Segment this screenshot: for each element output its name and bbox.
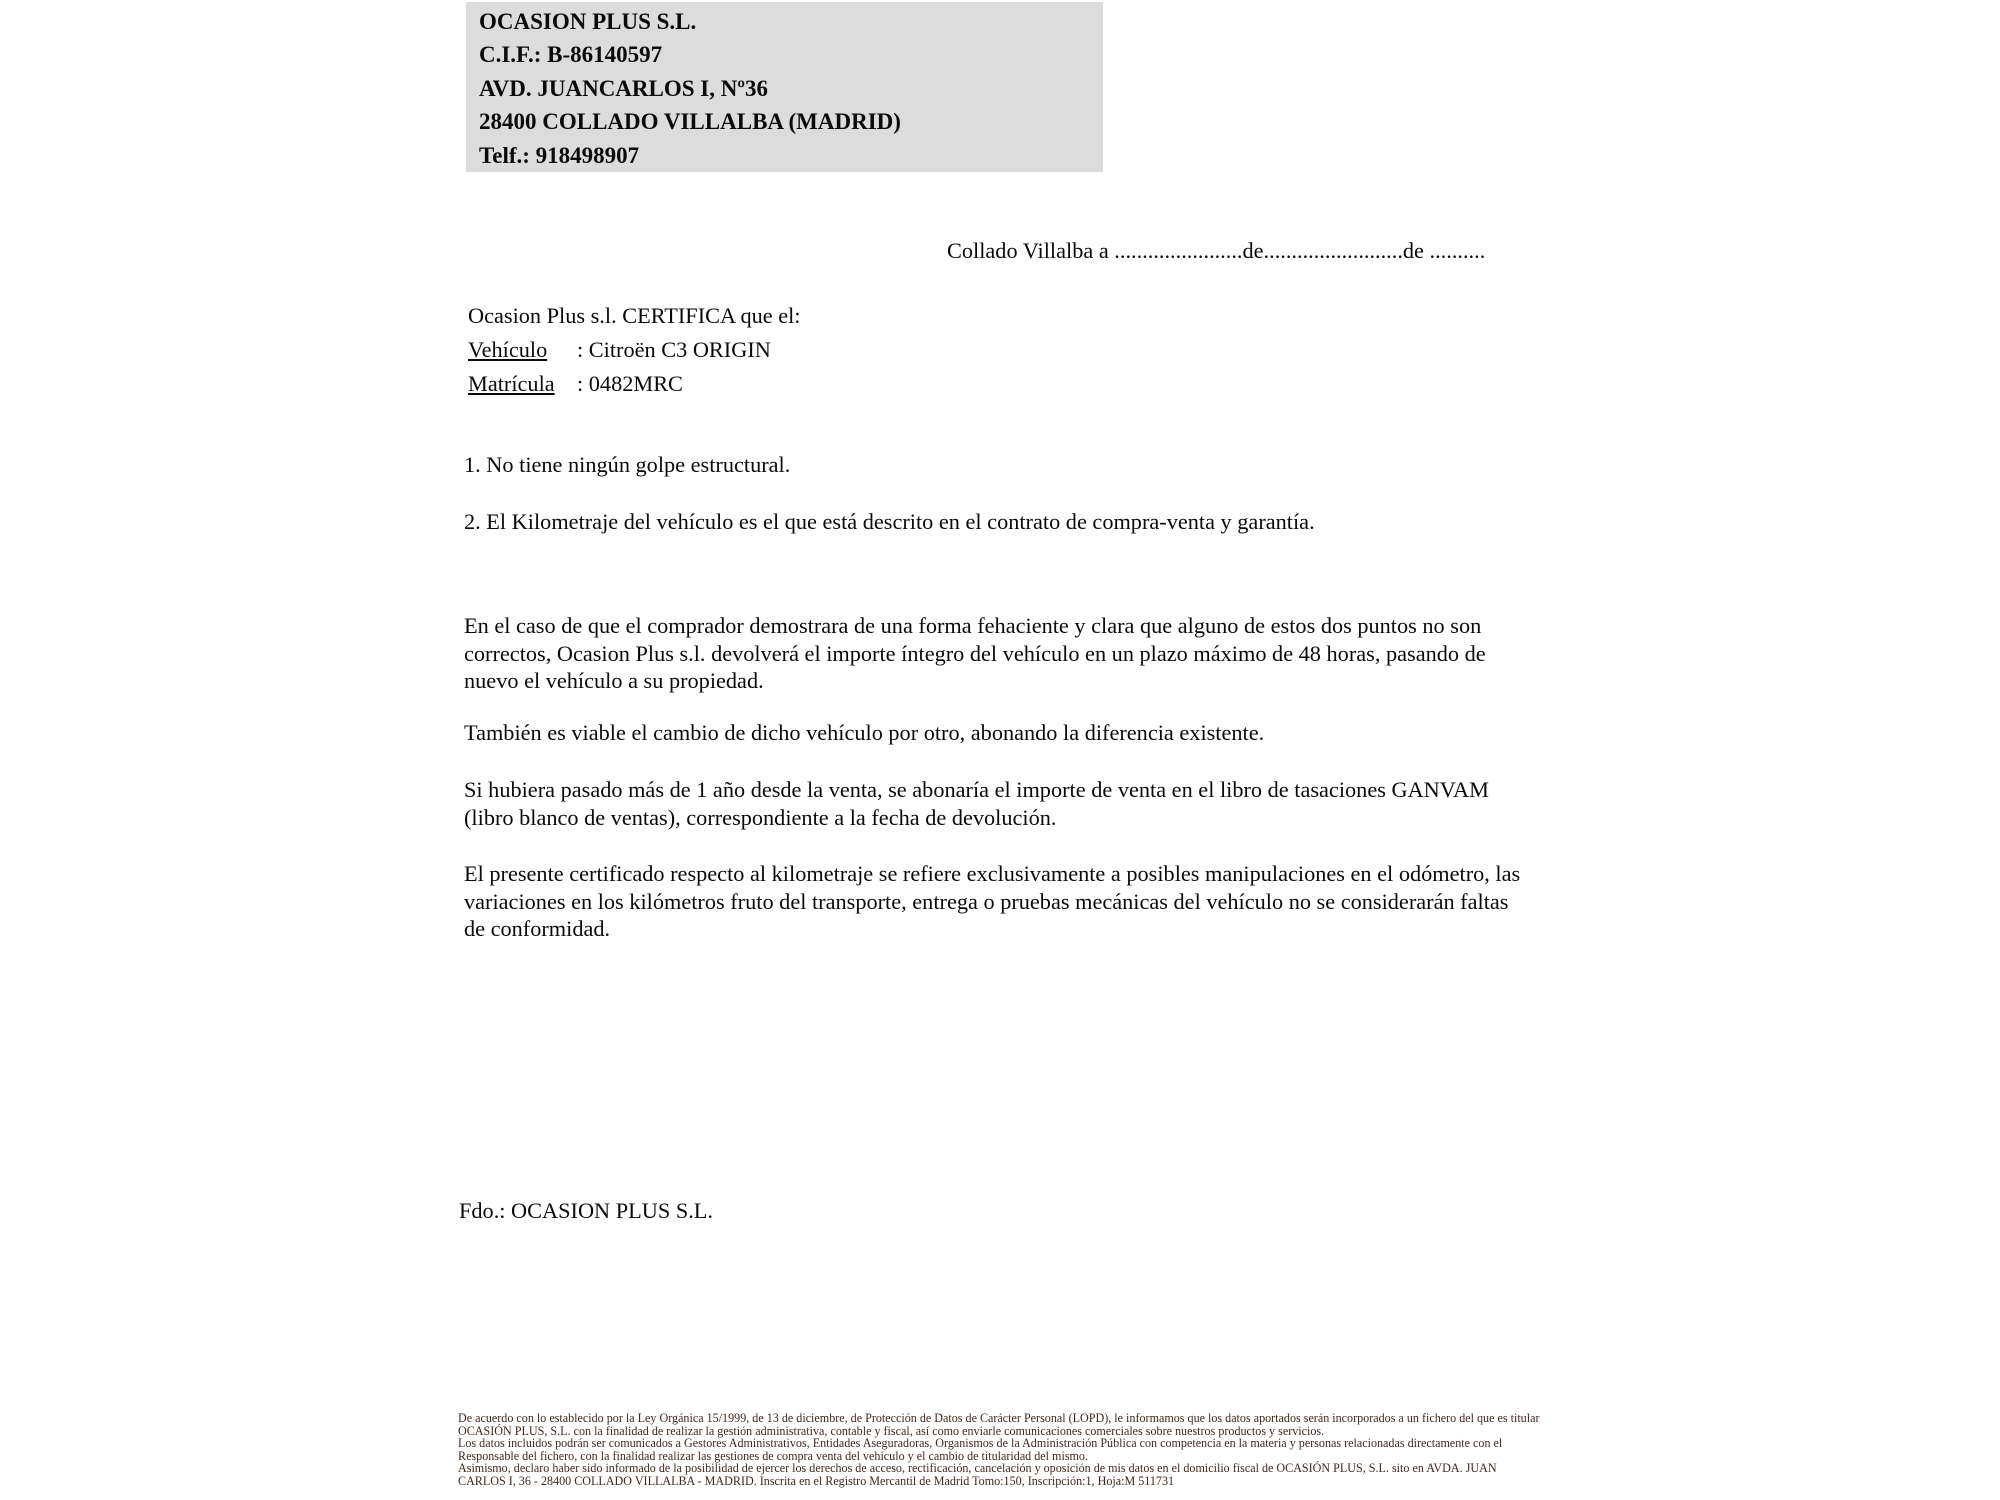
plate-value: : 0482MRC (577, 371, 683, 396)
plate-row (468, 367, 801, 401)
legal-line: Responsable del fichero, con la finalidad realizar las gestiones de compra venta del vehículo y el cambio de titularidad del mismo. (458, 1448, 1089, 1463)
legal-line: OCASIÓN PLUS, S.L. con la finalidad de realizar la gestión administrativa, contable y fiscal, así como enviarle comunicaciones comerciales sobre nuestros productos y servicios. (458, 1423, 1325, 1438)
certification-block (468, 299, 801, 401)
vehicle-row (468, 333, 801, 367)
legal-footer (458, 1412, 1958, 1488)
company-cif: C.I.F.: B-86140597 (479, 42, 663, 68)
legal-line: Los datos incluidos podrán ser comunicados a Gestores Administrativos, Entidades Aseguradoras, Organismos de la Administración Pública con competencia en la materia y personas relacionadas directamente con el (458, 1436, 1503, 1451)
company-phone: Telf.: 918498907 (479, 142, 640, 168)
signature-line: Fdo.: OCASION PLUS S.L. (459, 1198, 713, 1223)
paragraph-odometer-disclaimer: El presente certificado respecto al kilometraje se refiere exclusivamente a posibles manipulaciones en el odómetro, las variaciones en los kilómetros fruto del transporte, entrega o pruebas mecánicas del vehículo no se considerarán faltas de conformidad. (464, 861, 1521, 942)
plate-label: Matrícula (468, 371, 555, 396)
company-address: AVD. JUANCARLOS I, Nº36 (479, 75, 768, 101)
legal-line: CARLOS I, 36 - 28400 COLLADO VILLALBA - MADRID. Inscrita en el Registro Mercantil de Madrid Tomo:150, Inscripción:1, Hoja:M 511731 (458, 1473, 1175, 1488)
certification-intro: Ocasion Plus s.l. CERTIFICA que el: (468, 303, 801, 328)
legal-line: De acuerdo con lo establecido por la Ley Orgánica 15/1999, de 13 de diciembre, de Protección de Datos de Carácter Personal (LOPD), le informamos que los datos aportados serán incorporados a un fichero del que es titular (458, 1411, 1540, 1425)
vehicle-label: Vehículo (468, 337, 548, 362)
legal-line: Asimismo, declaro haber sido informado de la posibilidad de ejercer los derechos de acceso, rectificación, cancelación y oposición de mis datos en el domicilio fiscal de OCASIÓN PLUS, S.L. sito en AVDA. JUAN (458, 1461, 1497, 1476)
company-name: OCASION PLUS S.L. (479, 9, 697, 34)
paragraph-refund-policy: En el caso de que el comprador demostrara de una forma fehaciente y clara que alguno de estos dos puntos no son correctos, Ocasion Plus s.l. devolverá el importe íntegro del vehículo en un plazo máximo de 48 horas, pasando de nuevo el vehículo a su propiedad. (464, 613, 1486, 694)
company-header-box (466, 2, 1103, 172)
paragraph-ganvam-valuation: Si hubiera pasado más de 1 año desde la venta, se abonaría el importe de venta en el libro de tasaciones GANVAM (libro blanco de ventas), correspondiente a la fecha de devolución. (464, 777, 1489, 830)
point-mileage: 2. El Kilometraje del vehículo es el que está descrito en el contrato de compra-venta y garantía. (464, 509, 1315, 534)
point-structural-damage: 1. No tiene ningún golpe estructural. (464, 452, 791, 477)
vehicle-value: : Citroën C3 ORIGIN (577, 337, 771, 362)
company-city: 28400 COLLADO VILLALBA (MADRID) (479, 109, 901, 135)
date-fill-in-line: Collado Villalba a .......................de.........................de .......... (947, 238, 1486, 263)
paragraph-exchange-option: También es viable el cambio de dicho vehículo por otro, abonando la diferencia existente. (464, 720, 1265, 745)
